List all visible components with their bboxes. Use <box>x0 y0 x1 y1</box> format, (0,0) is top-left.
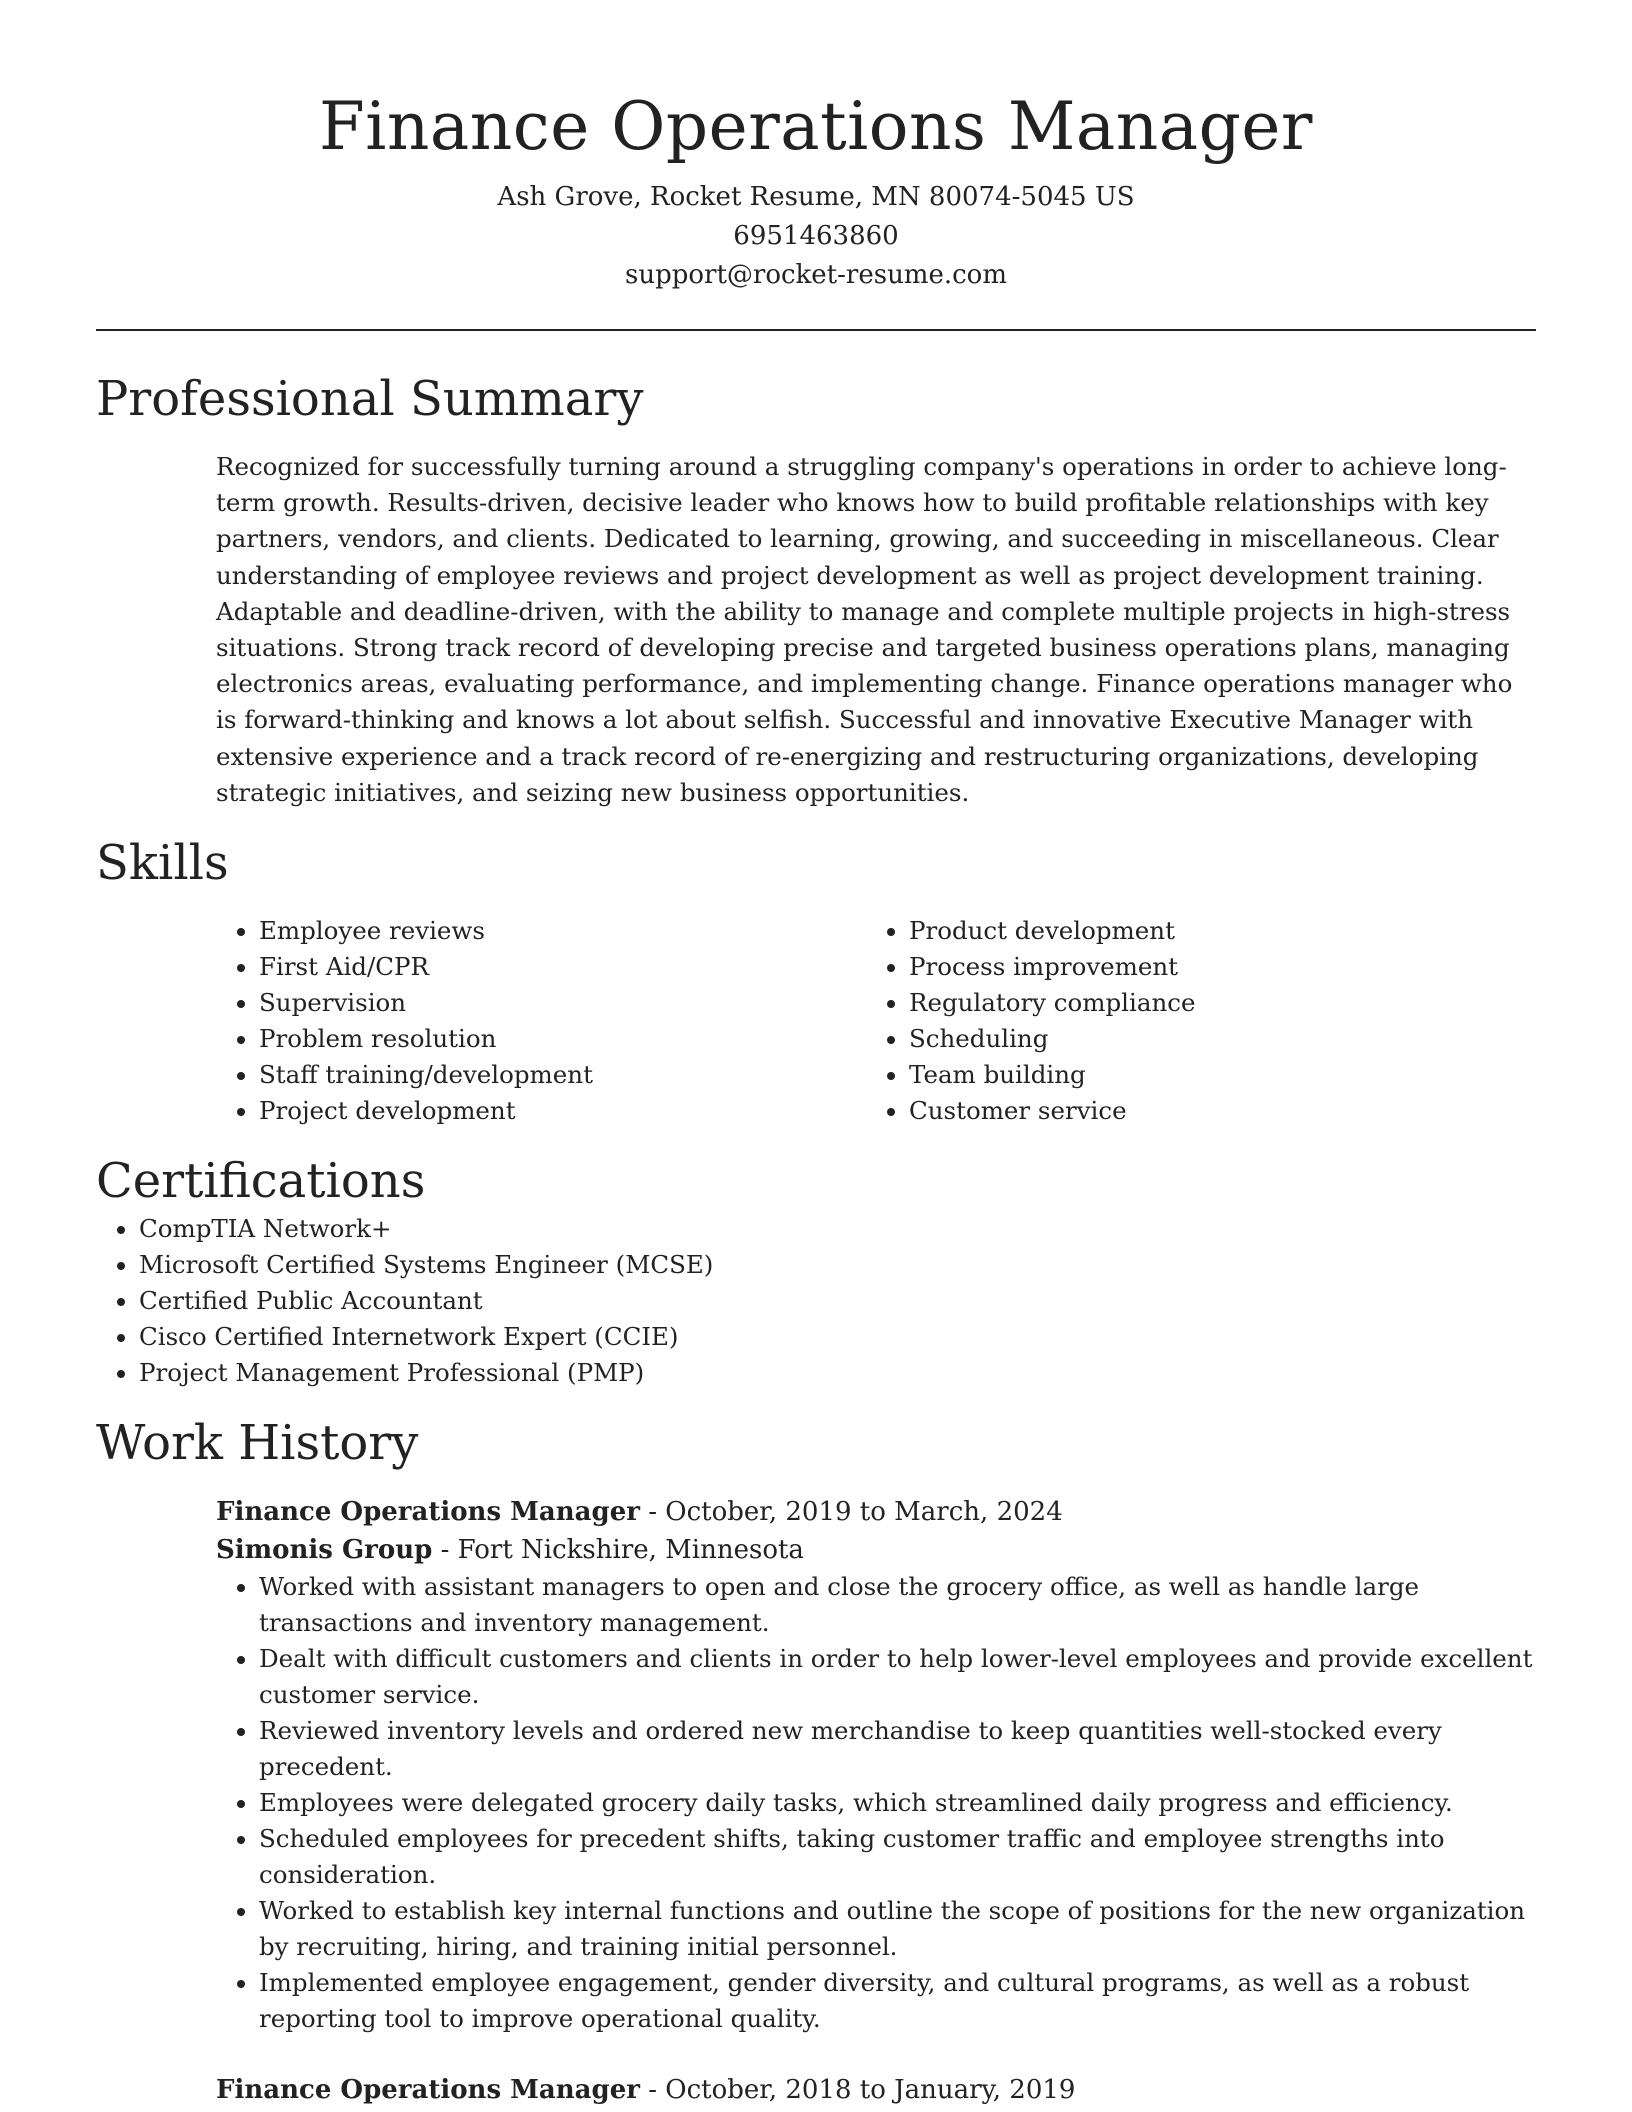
header-divider <box>96 329 1536 331</box>
skills-column-right <box>866 913 1516 1129</box>
resume-name: Finance Operations Manager <box>319 88 1313 165</box>
job-duty-item: • Implemented employee engagement, gender diversity, and cultural programs, as well as a robust reporting tool to improve operational quality. <box>259 1965 1536 2037</box>
job-duty-item: • Worked to establish key internal functions and outline the scope of positions for the new organization by recruiting, hiring, and training initial personnel. <box>259 1893 1536 1965</box>
skill-item: • First Aid/CPR <box>259 949 866 985</box>
job-title-line <box>216 2071 1536 2109</box>
skill-item: • Team building <box>909 1057 1516 1093</box>
certification-item: • Certified Public Accountant <box>139 1283 1536 1319</box>
skills-column-left <box>216 913 866 1129</box>
skill-item: • Scheduling <box>909 1021 1516 1057</box>
certification-item: • Project Management Professional (PMP) <box>139 1355 1536 1391</box>
resume-page <box>96 0 1536 2109</box>
skills-list-left <box>216 913 866 1129</box>
job-duty-item: • Dealt with difficult customers and clients in order to help lower-level employees and provide excellent customer service. <box>259 1641 1536 1713</box>
skill-item: • Employee reviews <box>259 913 866 949</box>
job-dates: - October, 2019 to March, 2024 <box>639 1497 1063 1528</box>
skill-item: • Staff training/development <box>259 1057 866 1093</box>
resume-header <box>96 0 1536 295</box>
contact-phone: 6951463860 <box>733 221 899 251</box>
job-dates: - October, 2018 to January, 2019 <box>639 2075 1076 2106</box>
contact-block <box>96 178 1536 295</box>
job-company-line <box>216 1531 1536 1569</box>
summary-section <box>96 369 1536 811</box>
skill-item: • Product development <box>909 913 1516 949</box>
skills-title: Skills <box>96 835 229 892</box>
certification-item: • Microsoft Certified Systems Engineer (MCSE) <box>139 1247 1536 1283</box>
contact-email: support@rocket-resume.com <box>624 260 1007 290</box>
job-entry <box>216 1493 1536 2037</box>
job-company: Simonis Group <box>216 1535 433 1566</box>
certification-item: • Cisco Certified Internetwork Expert (CCIE) <box>139 1319 1536 1355</box>
job-duties-list <box>216 1569 1536 2037</box>
skills-list-right <box>866 913 1516 1129</box>
skill-item: • Process improvement <box>909 949 1516 985</box>
job-duty-item: • Scheduled employees for precedent shifts, taking customer traffic and employee strengths into consideration. <box>259 1821 1536 1893</box>
certification-item: • CompTIA Network+ <box>139 1211 1536 1247</box>
skill-item: • Problem resolution <box>259 1021 866 1057</box>
skill-item: • Regulatory compliance <box>909 985 1516 1021</box>
work-history-title: Work History <box>96 1415 419 1472</box>
job-duty-item: • Worked with assistant managers to open and close the grocery office, as well as handle large transactions and inventory management. <box>259 1569 1536 1641</box>
skills-grid <box>216 913 1536 1129</box>
job-duty-item: • Reviewed inventory levels and ordered new merchandise to keep quantities well-stocked every precedent. <box>259 1713 1536 1785</box>
job-duty-item: • Employees were delegated grocery daily tasks, which streamlined daily progress and efficiency. <box>259 1785 1536 1821</box>
job-role: Finance Operations Manager <box>216 2075 640 2106</box>
work-history-section <box>96 1413 1536 2109</box>
contact-address: Ash Grove, Rocket Resume, MN 80074-5045 US <box>497 182 1135 212</box>
summary-text: Recognized for successfully turning around a struggling company's operations in order to achieve long-term growth. Results-driven, decisive leader who knows how to build profitable relationships with key partners, vendors, and clients. Dedicated to learning, growing, and succeeding in miscellaneous. Clear understanding of employee reviews and project development as well as project development training. Adaptable and deadline-driven, with the ability to manage and complete multiple projects in high-stress situations. Strong track record of developing precise and targeted business operations plans, managing electronics areas, evaluating performance, and implementing change. Finance operations manager who is forward-thinking and knows a lot about selfish. Successful and innovative Executive Manager with extensive experience and a track record of re-energizing and restructuring organizations, developing strategic initiatives, and seizing new business opportunities. <box>216 452 1513 807</box>
job-location: - Fort Nickshire, Minnesota <box>432 1535 804 1566</box>
job-entry <box>216 2071 1536 2109</box>
certifications-list <box>96 1211 1536 1391</box>
skill-item: • Supervision <box>259 985 866 1021</box>
skills-section <box>96 833 1536 1129</box>
skill-item: • Customer service <box>909 1093 1516 1129</box>
job-role: Finance Operations Manager <box>216 1497 640 1528</box>
summary-title: Professional Summary <box>96 371 644 427</box>
certifications-title: Certifications <box>96 1153 426 1210</box>
skill-item: • Project development <box>259 1093 866 1129</box>
certifications-section <box>96 1151 1536 1391</box>
job-title-line <box>216 1493 1536 1531</box>
